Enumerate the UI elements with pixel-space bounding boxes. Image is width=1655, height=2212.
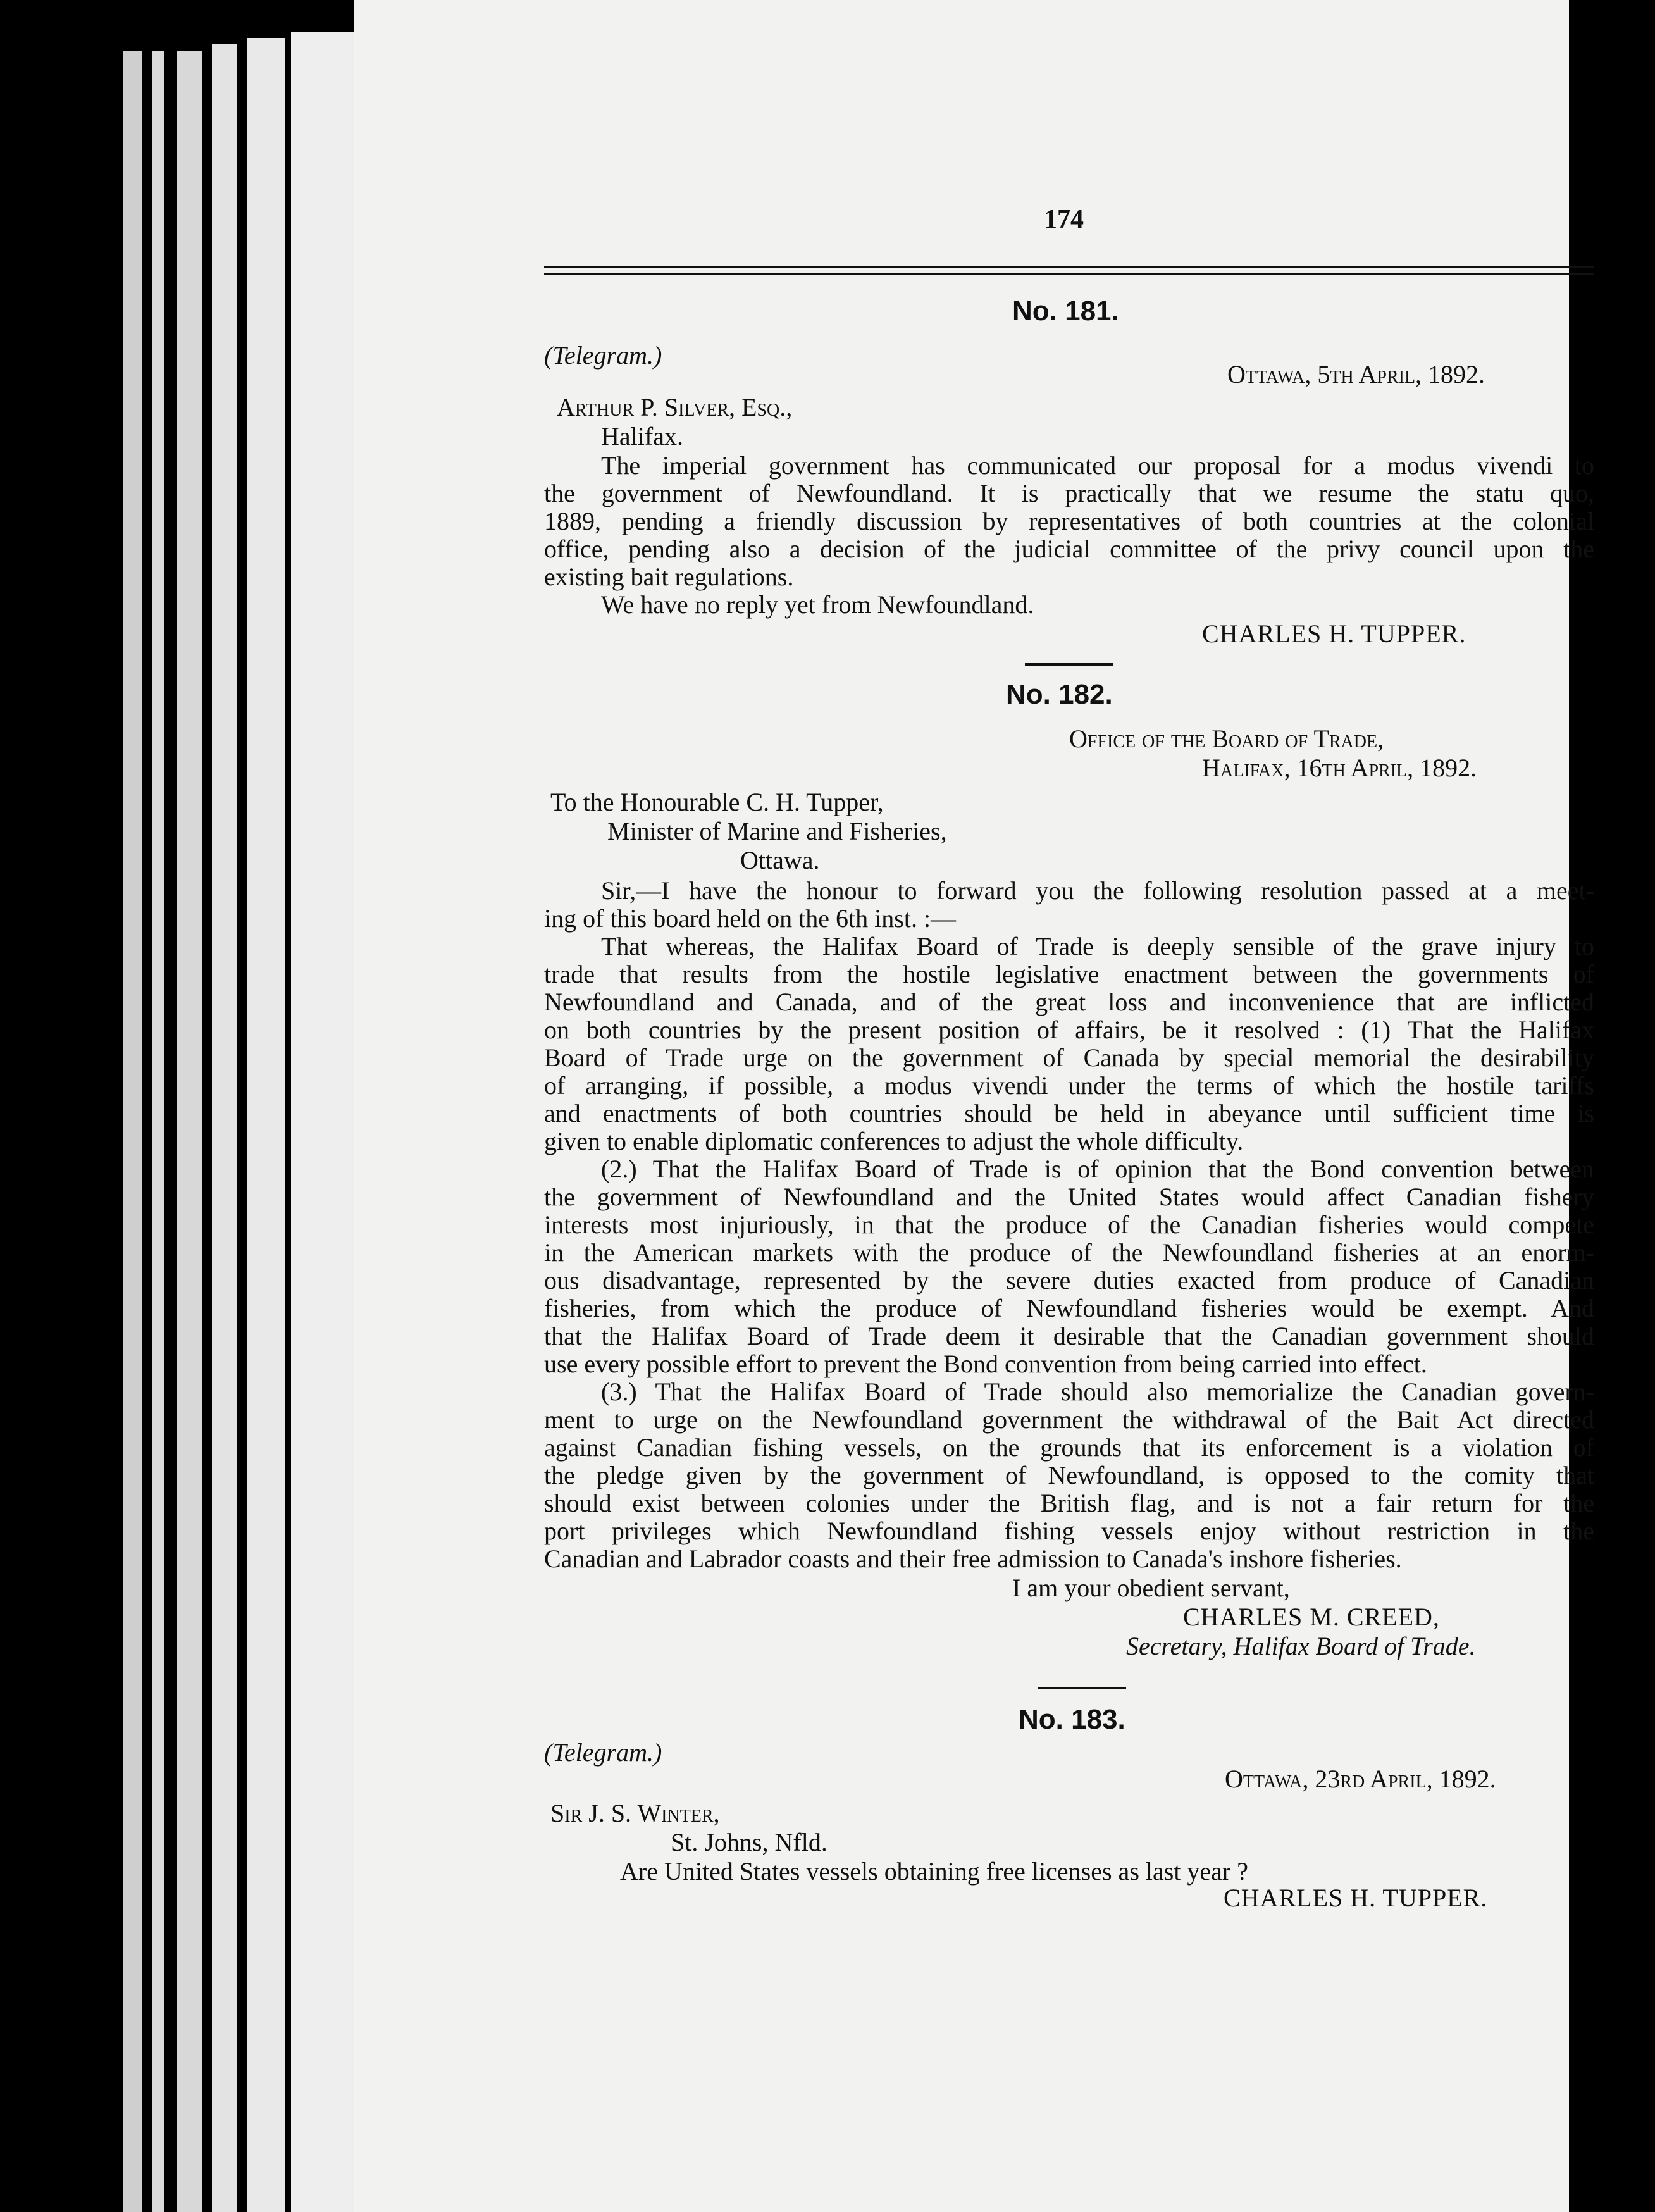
doc182-closing: I am your obedient servant, bbox=[1012, 1574, 1290, 1602]
doc182-p2-line: trade that results from the hostile legislative enactment between the governments of bbox=[544, 960, 1594, 988]
doc181-body-line: existing bait regulations. bbox=[544, 562, 794, 591]
doc181-type: (Telegram.) bbox=[544, 341, 662, 370]
doc183-addressee-place: St. Johns, Nfld. bbox=[671, 1828, 828, 1856]
doc182-to-line1: To the Honourable C. H. Tupper, bbox=[550, 788, 884, 816]
section-divider bbox=[1025, 663, 1113, 666]
doc182-p1-line: ing of this board held on the 6th inst. :— bbox=[544, 904, 957, 933]
page-edge bbox=[212, 44, 237, 2212]
doc182-p2-line: given to enable diplomatic conferences to adjust the whole difficulty. bbox=[544, 1127, 1244, 1155]
doc182-p4-line: the pledge given by the government of Newfoundland, is opposed to the comity that bbox=[544, 1461, 1594, 1489]
doc181-body-last: We have no reply yet from Newfoundland. bbox=[601, 590, 1034, 619]
doc182-p2-line: of arranging, if possible, a modus vivendi under the terms of which the hostile tariffs bbox=[544, 1071, 1594, 1100]
doc182-signature-title: Secretary, Halifax Board of Trade. bbox=[1126, 1632, 1476, 1660]
doc182-p4-line: port privileges which Newfoundland fishing vessels enjoy without restriction in the bbox=[544, 1517, 1594, 1545]
doc182-p4-line: ment to urge on the Newfoundland government the withdrawal of the Bait Act directed bbox=[544, 1405, 1594, 1434]
doc182-p2-line: Newfoundland and Canada, and of the great loss and inconvenience that are inflicted bbox=[544, 988, 1594, 1016]
doc182-p4-line: (3.) That the Halifax Board of Trade should also memorialize the Canadian govern- bbox=[601, 1377, 1594, 1406]
doc183-type: (Telegram.) bbox=[544, 1738, 662, 1767]
doc182-p2-line: and enactments of both countries should be held in abeyance until sufficient time is bbox=[544, 1099, 1594, 1128]
doc181-addressee-name: Arthur P. Silver, Esq., bbox=[557, 393, 793, 421]
doc182-p2-line: on both countries by the present position of affairs, be it resolved : (1) That the Halifax bbox=[544, 1016, 1594, 1044]
section-divider bbox=[1038, 1687, 1126, 1689]
doc182-p3-line: in the American markets with the produce of the Newfoundland fisheries at an enorm- bbox=[544, 1238, 1594, 1267]
doc182-p1-line: Sir,—I have the honour to forward you the following resolution passed at a meet- bbox=[601, 876, 1594, 905]
doc182-signature: CHARLES M. CREED, bbox=[1183, 1603, 1440, 1631]
doc182-p3-line: fisheries, from which the produce of Newfoundland fisheries would be exempt. And bbox=[544, 1294, 1594, 1322]
doc182-p3-line: the government of Newfoundland and the United States would affect Canadian fishery bbox=[544, 1183, 1594, 1211]
doc182-to-line3: Ottawa. bbox=[740, 846, 820, 874]
doc182-p2-line: That whereas, the Halifax Board of Trade is deeply sensible of the grave injury to bbox=[601, 932, 1594, 960]
doc181-body-line: office, pending also a decision of the judicial committee of the privy council upon the bbox=[544, 535, 1594, 563]
doc181-place-date: Ottawa, 5th April, 1892. bbox=[1227, 360, 1485, 388]
doc182-p3-line: use every possible effort to prevent the Bond convention from being carried into effect. bbox=[544, 1350, 1427, 1378]
doc182-p4-line: should exist between colonies under the British flag, and is not a fair return for the bbox=[544, 1489, 1594, 1517]
doc182-p3-line: ous disadvantage, represented by the severe duties exacted from produce of Canadian bbox=[544, 1266, 1594, 1295]
doc181-body-line: the government of Newfoundland. It is practically that we resume the statu quo, bbox=[544, 479, 1594, 507]
doc181-body-line: 1889, pending a friendly discussion by representatives of both countries at the colonial bbox=[544, 507, 1594, 535]
page-edge bbox=[247, 38, 285, 2212]
doc182-p4-line: against Canadian fishing vessels, on the grounds that its enforcement is a violation of bbox=[544, 1433, 1594, 1462]
page-edge bbox=[123, 51, 142, 2212]
doc183-place-date: Ottawa, 23rd April, 1892. bbox=[1225, 1765, 1496, 1793]
doc182-place-date: Halifax, 16th April, 1892. bbox=[1202, 754, 1477, 782]
doc181-number: No. 181. bbox=[1012, 295, 1119, 326]
page-number: 174 bbox=[1044, 205, 1084, 234]
page-edge bbox=[291, 32, 361, 2212]
doc181-addressee-place: Halifax. bbox=[601, 422, 683, 450]
doc181-signature: CHARLES H. TUPPER. bbox=[1202, 619, 1466, 648]
doc183-signature: CHARLES H. TUPPER. bbox=[1224, 1884, 1488, 1912]
doc181-body-line: The imperial government has communicated our proposal for a modus vivendi to bbox=[601, 451, 1594, 480]
page-edge bbox=[177, 51, 202, 2212]
doc183-addressee-name: Sir J. S. Winter, bbox=[550, 1799, 720, 1827]
doc183-number: No. 183. bbox=[1019, 1704, 1125, 1735]
doc182-office: Office of the Board of Trade, bbox=[1069, 724, 1384, 753]
header-rule bbox=[544, 266, 1594, 268]
doc182-number: No. 182. bbox=[1006, 679, 1113, 710]
page-edge bbox=[152, 51, 164, 2212]
doc183-body: Are United States vessels obtaining free licenses as last year ? bbox=[620, 1857, 1249, 1886]
doc182-p3-line: (2.) That the Halifax Board of Trade is of opinion that the Bond convention between bbox=[601, 1155, 1594, 1183]
doc182-p3-line: interests most injuriously, in that the produce of the Canadian fisheries would compete bbox=[544, 1210, 1594, 1239]
header-rule bbox=[544, 273, 1594, 275]
doc182-p2-line: Board of Trade urge on the government of Canada by special memorial the desirability bbox=[544, 1043, 1594, 1072]
doc182-p3-line: that the Halifax Board of Trade deem it desirable that the Canadian government should bbox=[544, 1322, 1594, 1350]
doc182-to-line2: Minister of Marine and Fisheries, bbox=[607, 817, 947, 845]
doc182-p4-line: Canadian and Labrador coasts and their free admission to Canada's inshore fisheries. bbox=[544, 1544, 1402, 1573]
